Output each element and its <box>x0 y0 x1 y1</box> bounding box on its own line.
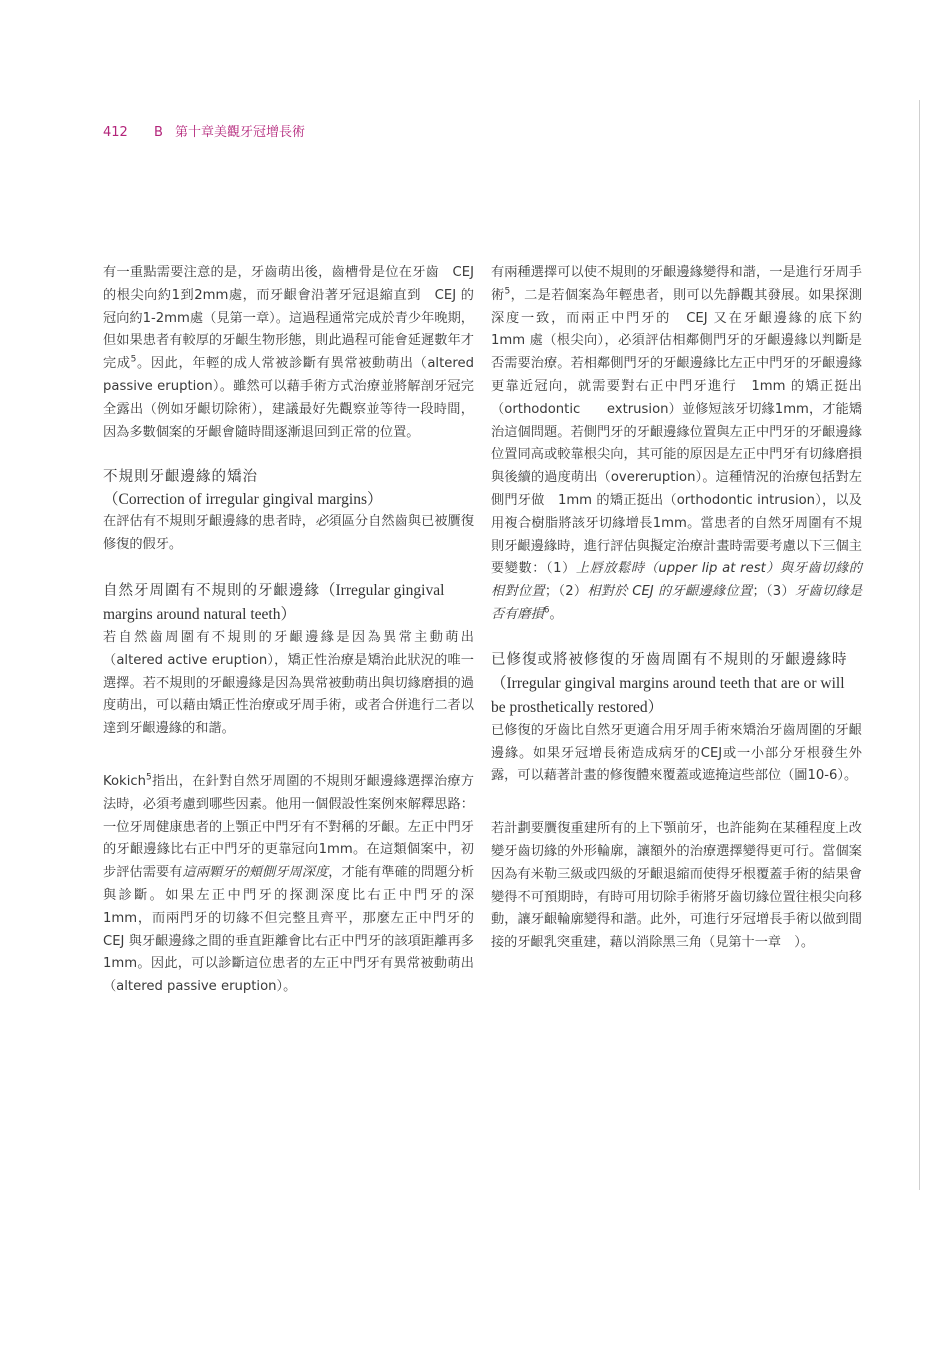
paragraph-restored-teeth: 已修復的牙齒比自然牙更適合用牙周手術來矯治牙齒周圍的牙齦邊緣。如果牙冠增長術造成病牙的CEJ或一小部分牙根發生外露，可以藉著計畫的修復體來覆蓋或遮掩這些部位（圖10-6）。 <box>491 722 862 784</box>
emphasis: 必 <box>315 514 329 530</box>
subsection-heading <box>103 579 474 627</box>
section-heading <box>103 466 474 489</box>
text: 有兩種選擇可以使不規則的牙齦邊緣變得和諧，一是進行牙周手術 <box>491 265 862 303</box>
chapter-mark: B <box>153 125 163 140</box>
text: Kokich <box>103 773 146 789</box>
text: 有一重點需要注意的是，牙齒萌出後，齒槽骨是位在牙齒 CEJ 的根尖向約1到2mm處，而牙齦會沿著牙冠退縮直到 CEJ 的冠向約1-2mm處（見第一章）。這過程通常完成於青少年晚期，但如果患者有較厚的牙齦生物形態，則此過程可能會延遲數年才完成 <box>103 265 474 372</box>
paragraph-options <box>491 262 876 627</box>
text: ，二是若個案為年輕患者，則可以先靜觀其發展。如果探測深度一致，而兩正中門牙的 CEJ 又在牙齦邊緣的底下約 1mm 處（根尖向），必須評估相鄰側門牙的牙齦邊緣以判斷是否需要治療。若相鄰側門牙的牙齦邊緣比左正中門牙的牙齦邊緣更靠近冠向，就需要對右正中門牙進行 1mm 的矯正挺出（orthodontic extrusion）並修短該牙切緣1mm，才能矯治這個問題。若側門牙的牙齦邊緣位置與左正中門牙的牙齦邊緣位置同高或較靠根尖向，其可能的原因是左正中門牙有切緣磨損與後續的過度萌出（overeruption）。這種情況的治療包括對左側門牙做 1mm 的矯正挺出（orthodontic intrusion），以及用複合樹脂將該牙切緣增長1mm。當患者的自然牙周圍有不規則牙齦邊緣時，進行評估與擬定治療計畫時需要考慮以下三個主要變數：（1） <box>491 287 876 577</box>
citation: 6 <box>543 605 550 616</box>
heading-zh: 不規則牙齦邊緣的矯治 <box>103 469 258 486</box>
right-column <box>491 262 876 955</box>
page-edge-rule <box>919 100 920 1190</box>
page-number: 412 <box>103 125 128 140</box>
text: ；（3） <box>752 584 795 600</box>
emphasis: 上唇放鬆時（upper lip at rest）與牙齒切緣的相對位置 <box>491 561 862 600</box>
paragraph-kokich <box>103 771 488 999</box>
citation: 5 <box>504 286 511 297</box>
text: 。因此，年輕的成人常被診斷有異常被動萌出（altered passive eruption）。雖然可以藉手術方式治療並將解剖牙冠完全露出（例如牙齦切除術），建議最好先觀察並等待一段時間，因為多數個案的牙齦會隨時間逐漸退回到正常的位置。 <box>103 356 474 440</box>
heading-en: （Irregular gingival margins around teeth that are or will be prosthetically restored） <box>491 674 845 716</box>
paragraph-eruption <box>103 262 474 444</box>
text: ；（2） <box>544 584 588 600</box>
paragraph-natural-teeth: 若自然齒周圍有不規則的牙齦邊緣是因為異常主動萌出（altered active eruption），矯正性治療是矯治此狀況的唯一選擇。若不規則的牙齦邊緣是因為異常被動萌出與切緣磨損的過度萌出，可以藉由矯正性治療或牙周手術，或者合併進行二者以達到牙齦邊緣的和諧。 <box>103 629 474 737</box>
text: ，才能有準確的問題分析與診斷。如果左正中門牙的探測深度比右正中門牙的深 1mm，而兩門牙的切緣不但完整且齊平，那麼左正中門牙的 CEJ 與牙齦邊緣之間的垂直距離會比右正中門牙的該項距離再多1mm。因此，可以診斷這位患者的左正中門牙有異常被動萌出（altered passive eruption）。 <box>103 865 488 995</box>
emphasis: 相對於 CEJ 的牙齦邊緣位置 <box>587 584 753 600</box>
paragraph-prosthetic-plan: 若計劃要贋復重建所有的上下顎前牙，也許能夠在某種程度上改變牙齒切緣的外形輪廓，讓額外的治療選擇變得更可行。當個案因為有米勒三級或四級的牙齦退縮而使得牙根覆蓋手術的結果會變得不可預期時，有時可用切除手術將牙齒切緣位置往根尖向移動，讓牙齦輪廓變得和諧。此外，可進行牙冠增長手術以做到間接的牙齦乳突重建，藉以消除黑三角（見第十一章 ）。 <box>491 821 862 951</box>
section-heading-en: （Correction of irregular gingival margins） <box>103 491 383 509</box>
heading-zh: 自然牙周圍有不規則的牙齦邊緣 <box>103 582 320 599</box>
subsection-heading <box>491 649 862 720</box>
text: 須區分自然齒與已被贋復修復的假牙。 <box>103 514 475 553</box>
citation: 5 <box>145 772 152 783</box>
left-column <box>103 262 488 999</box>
chapter-title: 第十章美觀牙冠增長術 <box>175 125 306 140</box>
paragraph-assessment <box>103 511 474 557</box>
citation: 5 <box>130 354 137 365</box>
emphasis: 這兩顆牙的頰側牙周深度 <box>182 865 329 881</box>
running-header <box>103 124 305 142</box>
text: 在評估有不規則牙齦邊緣的患者時， <box>103 514 316 530</box>
heading-en: （Irregular gingival margins around natural teeth） <box>103 581 445 623</box>
emphasis: 牙齒切緣是否有磨損 <box>491 584 863 622</box>
text: 。 <box>549 606 563 622</box>
heading-zh: 已修復或將被修復的牙齒周圍有不規則的牙齦邊緣時 <box>491 651 848 668</box>
text: 指出，在針對自然牙周圍的不規則牙齦邊緣選擇治療方法時，必須考慮到哪些因素。他用一個假設性案例來解釋思路：一位牙周健康患者的上顎正中門牙有不對稱的牙齦。左正中門牙的牙齦邊緣比右正中門牙的更靠冠向1mm。在這類個案中，初步評估需要有 <box>103 773 474 881</box>
